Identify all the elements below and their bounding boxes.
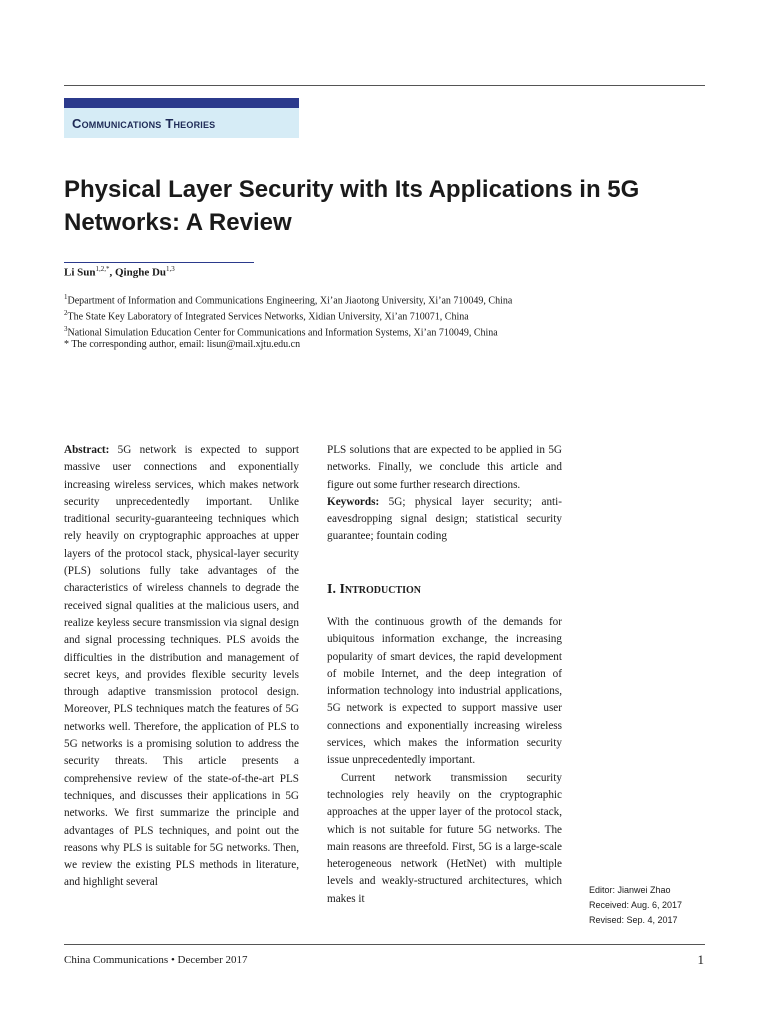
intro-paragraph: Current network transmission security technologies rely heavily on the cryptographic approaches at the upper layer of the protocol stack, which is not suitable for future 5G networks. The main reasons are threefold. First, 5G is a large-scale heterogeneous network (HetNet) with multiple levels and weakly-structured architectures, which makes it [327, 771, 562, 905]
revised-date: Revised: Sep. 4, 2017 [589, 915, 678, 925]
section-heading-introduction: I. Introduction [327, 582, 422, 597]
top-rule [64, 85, 705, 86]
keywords-text: 5G; physical layer security; anti-eavesdropping signal design; statistical security guarantee; fountain coding [327, 495, 562, 543]
affiliation-text: National Simulation Education Center for Communications and Information Systems, Xi’an 710049, China [67, 327, 498, 339]
received-date: Received: Aug. 6, 2017 [589, 900, 683, 910]
introduction-body [327, 614, 562, 908]
corresponding-author: * The corresponding author, email: lisun@mail.xjtu.edu.cn [64, 339, 301, 350]
bottom-rule [64, 944, 705, 945]
author-separator: , [109, 266, 115, 279]
abstract-continuation: PLS solutions that are expected to be applied in 5G networks. Finally, we conclude this article and figure out some further research directions. [327, 444, 562, 491]
page-number: 1 [697, 952, 704, 967]
editor-name: Editor: Jianwei Zhao [589, 885, 671, 895]
affiliation-number: 1 [64, 293, 68, 301]
abstract-continuation-column [327, 442, 562, 546]
affiliation-number: 2 [64, 309, 68, 317]
author-name: Qinghe Du [115, 266, 167, 279]
author-affiliation-marker: 1,2, [95, 265, 106, 273]
section-bar [64, 98, 299, 108]
author-list [64, 262, 254, 279]
affiliation-text: Department of Information and Communications Engineering, Xi’an Jiaotong University, Xi’an 710049, China [67, 295, 513, 307]
intro-paragraph: With the continuous growth of the demands for ubiquitous information exchange, the increasing popularity of smart devices, the rapid development of mobile Internet, and the deep integration of information technology into industrial applications, 5G network is expected to support massive user connections and exponentially increasing wireless services, which makes the information security issue unprecedentedly important. [327, 616, 562, 767]
author-affiliation-marker: 1,3 [166, 265, 175, 273]
editor-info [589, 883, 709, 928]
abstract [64, 442, 299, 892]
abstract-text: 5G network is expected to support massive user connections and exponentially increasing wireless services, which makes network security unprecedentedly important. Unlike traditional security-guaranteeing techniques which rely heavily on cryptographic approaches at upper layers of the protocol stack, physical-layer security (PLS) solutions fully take advantages of the characteristics of wireless channels to degrade the received signal qualities at the malicious users, and realize keyless secure transmission via signal design and signal processing techniques. PLS avoids the difficulties in the distribution and management of secret keys, and provides flexible security levels through adaptive transmission protocol design. Moreover, PLS techniques match the features of 5G networks well. Therefore, the application of PLS to 5G networks is a promising solution to address the security threats. This article presents a comprehensive review of the state-of-the-art PLS techniques, and discusses their applications in 5G networks. We first summarize the principle and advantages of PLS techniques, and point out the reasons why PLS is suitable for 5G networks. Then, we review the existing PLS methods in literature, and highlight several [64, 444, 299, 889]
journal-footer: China Communications • December 2017 [64, 954, 248, 966]
corresponding-marker: * [106, 265, 110, 273]
paper-title: Physical Layer Security with Its Applications in 5G Networks: A Review [64, 176, 640, 236]
keywords [327, 494, 562, 546]
author-name: Li Sun [64, 266, 96, 279]
abstract-column [64, 442, 299, 892]
abstract-label: Abstract: [64, 444, 110, 456]
keywords-label: Keywords: [327, 495, 380, 508]
affiliation-text: The State Key Laboratory of Integrated Services Networks, Xidian University, Xi’an 710071, China [67, 311, 469, 323]
affiliation-number: 3 [64, 325, 68, 333]
section-label: Communications Theories [72, 116, 216, 131]
